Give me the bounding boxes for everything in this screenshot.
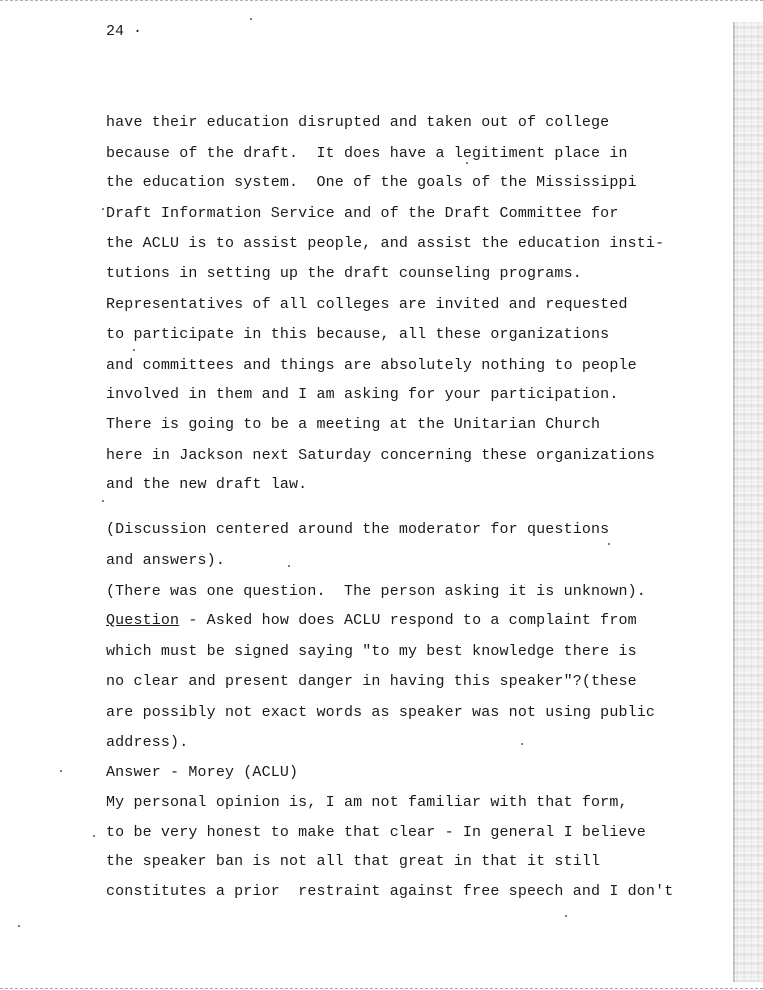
scan-speck [93,835,95,837]
scan-speck [565,915,567,917]
text-line: Draft Information Service and of the Draft Committee for [106,205,619,222]
scan-speck [102,208,104,210]
text-line: and answers). [106,552,225,569]
answer-heading: Answer - Morey (ACLU) [106,764,299,781]
text-line: address). [106,734,189,751]
text-line: to be very honest to make that clear - In general I believe [106,824,646,841]
question-text: - Asked how does ACLU respond to a complaint from [179,612,637,629]
scan-speck [608,543,610,545]
text-line: the education system. One of the goals of the Mississippi [106,174,637,191]
scan-speck [250,18,252,20]
scan-speck [466,162,468,164]
text-line: (Discussion centered around the moderator for questions [106,521,610,538]
scan-speck [288,565,290,567]
text-line: and the new draft law. [106,476,308,493]
scan-speck [521,743,523,745]
question-line [106,611,637,631]
text-line: and committees and things are absolutely nothing to people [106,357,637,374]
top-scan-edge [0,0,763,1]
text-line: have their education disrupted and taken out of college [106,114,610,131]
text-line: to participate in this because, all these organizations [106,326,610,343]
text-line: because of the draft. It does have a legitiment place in [106,145,628,162]
text-line: There is going to be a meeting at the Unitarian Church [106,416,601,433]
text-line: the ACLU is to assist people, and assist the education insti- [106,235,665,252]
text-line: no clear and present danger in having this speaker"?(these [106,673,637,690]
text-line: My personal opinion is, I am not familiar with that form, [106,794,628,811]
text-line: which must be signed saying "to my best knowledge there is [106,643,637,660]
right-scan-edge [733,22,763,982]
text-line: (There was one question. The person asking it is unknown). [106,583,646,600]
page-number: 24 · [106,23,143,40]
scan-speck [102,500,104,502]
bottom-scan-edge [0,988,763,989]
text-line: tutions in setting up the draft counseling programs. [106,265,582,282]
text-line: the speaker ban is not all that great in that it still [106,853,601,870]
text-line: constitutes a prior restraint against free speech and I don't [106,883,674,900]
scan-speck [60,770,62,772]
scan-speck [133,349,135,351]
question-label: Question [106,612,180,629]
text-line: involved in them and I am asking for your participation. [106,386,619,403]
text-line: are possibly not exact words as speaker was not using public [106,704,656,721]
scan-speck [18,925,20,927]
text-line: here in Jackson next Saturday concerning these organizations [106,447,656,464]
text-line: Representatives of all colleges are invited and requested [106,296,628,313]
